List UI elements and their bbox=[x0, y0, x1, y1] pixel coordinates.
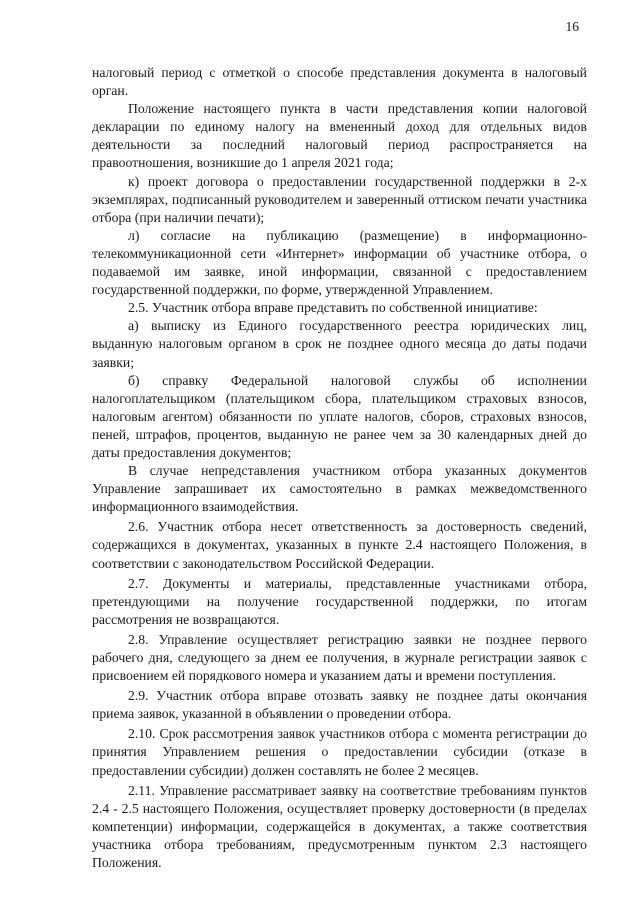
paragraph-item-l: л) согласие на публикацию (размещение) в информационно-телекоммуникационной сети «Интернет» информации об участнике отбора, о подаваемой им заявке, иной информации, связанной с предоставлением государственной поддержки, по форме, утвержденной Управлением. bbox=[92, 227, 587, 298]
paragraph-item-a: а) выписку из Единого государственного реестра юридических лиц, выданную налоговым органом в срок не позднее одного месяца до даты подачи заявки; bbox=[92, 318, 587, 370]
paragraph-2-6: 2.6. Участник отбора несет ответственность за достоверность сведений, содержащихся в документах, указанных в пункте 2.4 настоящего Положения, в соответствии с законодательством Российской Федерации. bbox=[92, 519, 587, 571]
paragraph-2-7: 2.7. Документы и материалы, представленные участниками отбора, претендующими на получение государственной поддержки, по итогам рассмотрения не возвращаются. bbox=[92, 575, 587, 627]
paragraph-2-8: 2.8. Управление осуществляет регистрацию заявки не позднее первого рабочего дня, следующего за днем ее получения, в журнале регистрации заявок с присвоением ей порядкового номера и указанием даты и времени поступления. bbox=[92, 631, 587, 684]
page-number: 16 bbox=[565, 19, 579, 34]
paragraph-declaration-note: Положение настоящего пункта в части представления копии налоговой декларации по единому налогу на вмененный доход для отдельных видов деятельности за последний налоговый период распространяется на правоотношения, возникшие до 1 апреля 2021 года; bbox=[92, 101, 587, 171]
paragraph-continuation: налоговый период с отметкой о способе представления документа в налоговый орган. bbox=[92, 65, 587, 99]
paragraph-item-k: к) проект договора о предоставлении государственной поддержки в 2-х экземплярах, подписанный руководителем и заверенный оттиском печати участника отбора (при наличии печати); bbox=[92, 173, 587, 225]
paragraph-2-5: 2.5. Участник отбора вправе представить по собственной инициативе: bbox=[128, 300, 538, 316]
paragraph-2-10: 2.10. Срок рассмотрения заявок участников отбора с момента регистрации до принятия Управлением решения о предоставлении субсидии (отказе в предоставлении субсидии) должен составлять не более 2 месяцев. bbox=[92, 726, 587, 778]
paragraph-non-submission: В случае непредставления участником отбора указанных документов Управление запрашивает их самостоятельно в рамках межведомственного информационного взаимодействия. bbox=[92, 463, 587, 515]
document-body bbox=[92, 64, 587, 872]
paragraph-2-9: 2.9. Участник отбора вправе отозвать заявку не позднее даты окончания приема заявок, указанной в объявлении о проведении отбора. bbox=[92, 688, 587, 722]
paragraph-item-b: б) справку Федеральной налоговой службы об исполнении налогоплательщиком (плательщиком сбора, плательщиком страховых взносов, налоговым агентом) обязанности по уплате налогов, сборов, страховых взносов, пеней, штрафов, процентов, выданную не ранее чем за 30 календарных дней до даты предоставления документов; bbox=[92, 372, 587, 460]
paragraph-2-11: 2.11. Управление рассматривает заявку на соответствие требованиям пунктов 2.4 - 2.5 настоящего Положения, осуществляет проверку достоверности (в пределах компетенции) информации, содержащейся в документах, а также соответствия участника отбора требованиям, предусмотренным пунктом 2.3 настоящего Положения. bbox=[92, 782, 587, 871]
